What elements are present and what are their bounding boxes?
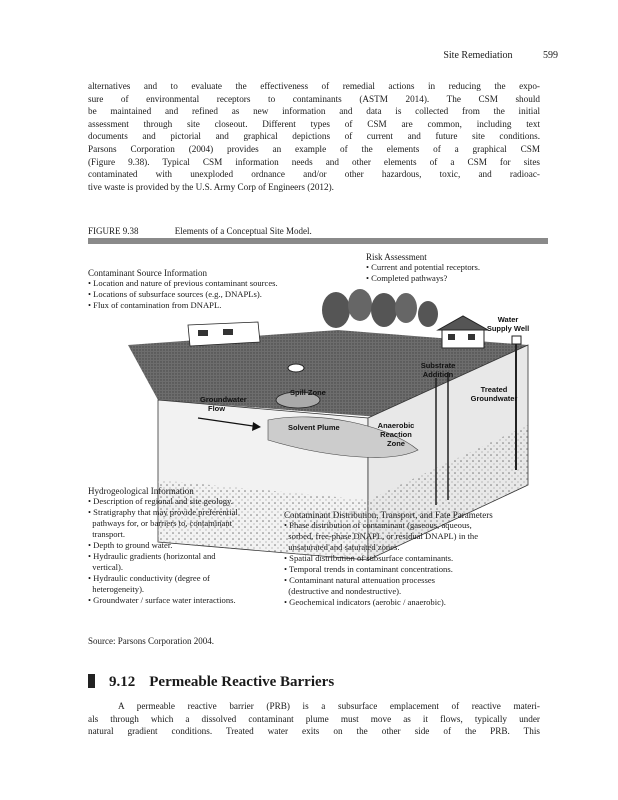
hydro-item: • Stratigraphy that may provide preferential <box>88 507 238 517</box>
text-line: A permeable reactive barrier (PRB) is a subsurface emplacement of reactive materi- <box>118 701 540 711</box>
transport-block <box>284 510 493 608</box>
text-line: natural gradient conditions. Treated water exits on the other side of the PRB. This <box>88 726 540 737</box>
figure-number: FIGURE 9.38 <box>88 226 139 236</box>
hydro-heading: Hydrogeological Information <box>88 486 194 496</box>
body-paragraph <box>88 80 540 193</box>
hydro-item: pathways for, or barriers to, contaminant <box>92 518 233 528</box>
house-icon <box>438 316 488 348</box>
transport-item: • Temporal trends in contaminant concentrations. <box>284 564 453 574</box>
label-solvent-plume: Solvent Plume <box>288 423 340 432</box>
hydro-item: transport. <box>92 529 125 539</box>
contaminant-item: • Locations of subsurface sources (e.g., DNAPLs). <box>88 289 262 299</box>
hydrogeological-block <box>88 486 238 606</box>
text-line: alternatives and to evaluate the effectiveness of remedial actions in reducing the expo- <box>88 81 540 91</box>
label-water-supply-well: Water Supply Well <box>486 315 530 333</box>
figure-caption <box>88 226 312 236</box>
building-window <box>223 329 233 335</box>
hydro-item: • Depth to ground water. <box>88 540 173 550</box>
hydro-item: • Hydraulic gradients (horizontal and <box>88 551 216 561</box>
text-line: sure of environmental receptors to contaminants (ASTM 2014). The CSM should <box>88 93 540 104</box>
running-head: Site Remediation <box>443 50 513 61</box>
risk-heading: Risk Assessment <box>366 252 427 262</box>
label-substrate: Substrate Addition <box>420 361 456 379</box>
figure-source: Source: Parsons Corporation 2004. <box>88 636 214 646</box>
contaminant-item: • Location and nature of previous contaminant sources. <box>88 278 278 288</box>
hydro-item: • Hydraulic conductivity (degree of <box>88 573 210 583</box>
text-line: (Figure 9.38). Typical CSM information needs and other elements of a CSM for sites <box>88 156 540 167</box>
transport-item: • Phase distribution of contaminant (gaseous, aqueous, <box>284 520 472 530</box>
transport-item: • Spatial distribution of subsurface contaminants. <box>284 553 454 563</box>
page-header <box>415 50 558 61</box>
transport-item: unsaturated and saturated zones. <box>288 542 400 552</box>
label-gw-flow: Groundwater Flow <box>200 395 247 413</box>
label-spill-zone: Spill Zone <box>290 388 326 397</box>
body-paragraph-2 <box>88 700 540 738</box>
hydro-item: vertical). <box>92 562 124 572</box>
hydro-item: • Description of regional and site geology. <box>88 496 233 506</box>
contaminant-source-block <box>88 268 278 311</box>
text-line: assessment through site closeout. Different types of CSM are common, including text <box>88 118 540 129</box>
risk-assessment-block <box>366 252 480 284</box>
csm-figure <box>88 250 548 630</box>
risk-item: • Current and potential receptors. <box>366 262 480 272</box>
transport-item: • Contaminant natural attenuation processes <box>284 575 435 585</box>
text-line: Parsons Corporation (2004) provides an example of the elements of a graphical CSM <box>88 143 540 154</box>
trees-icon <box>322 289 438 328</box>
text-line: documents and pictorial and graphical depictions of current and future site conditions. <box>88 131 540 142</box>
section-marker-icon <box>88 674 95 688</box>
transport-item: • Geochemical indicators (aerobic / anaerobic). <box>284 597 446 607</box>
transport-item: (destructive and nondestructive). <box>288 586 402 596</box>
figure-rule <box>88 238 548 244</box>
text-line: tive waste is provided by the U.S. Army Corp of Engineers (2012). <box>88 181 334 192</box>
text-line: contaminated with unexploded ordnance and/or other hazardous, toxic, and radioac- <box>88 169 540 180</box>
contaminant-item: • Flux of contamination from DNAPL. <box>88 300 222 310</box>
label-treated-gw: Treated Groundwater <box>470 385 518 403</box>
hydro-item: • Groundwater / surface water interactions. <box>88 595 236 605</box>
transport-heading: Contaminant Distribution, Transport, and Fate Parameters <box>284 510 493 520</box>
label-anaerobic: Anaerobic Reaction Zone <box>377 421 415 448</box>
text-line: als through which a dissolved contaminant plume must move as it flows, typically under <box>88 713 540 724</box>
risk-item: • Completed pathways? <box>366 273 448 283</box>
text-line: be maintained and refined as new information and data is collected from the initial <box>88 106 540 117</box>
section-number: 9.12 <box>109 674 136 690</box>
transport-item: sorbed, free-phase DNAPL, or residual DNAPL) in the <box>288 531 479 541</box>
building-window <box>198 330 208 336</box>
section-title: Permeable Reactive Barriers <box>149 674 335 690</box>
hydro-item: heterogeneity). <box>92 584 145 594</box>
page-number: 599 <box>543 50 558 61</box>
contaminant-heading: Contaminant Source Information <box>88 268 207 278</box>
section-heading <box>88 674 334 691</box>
figure-title: Elements of a Conceptual Site Model. <box>174 226 312 236</box>
spill-drum <box>288 364 304 372</box>
